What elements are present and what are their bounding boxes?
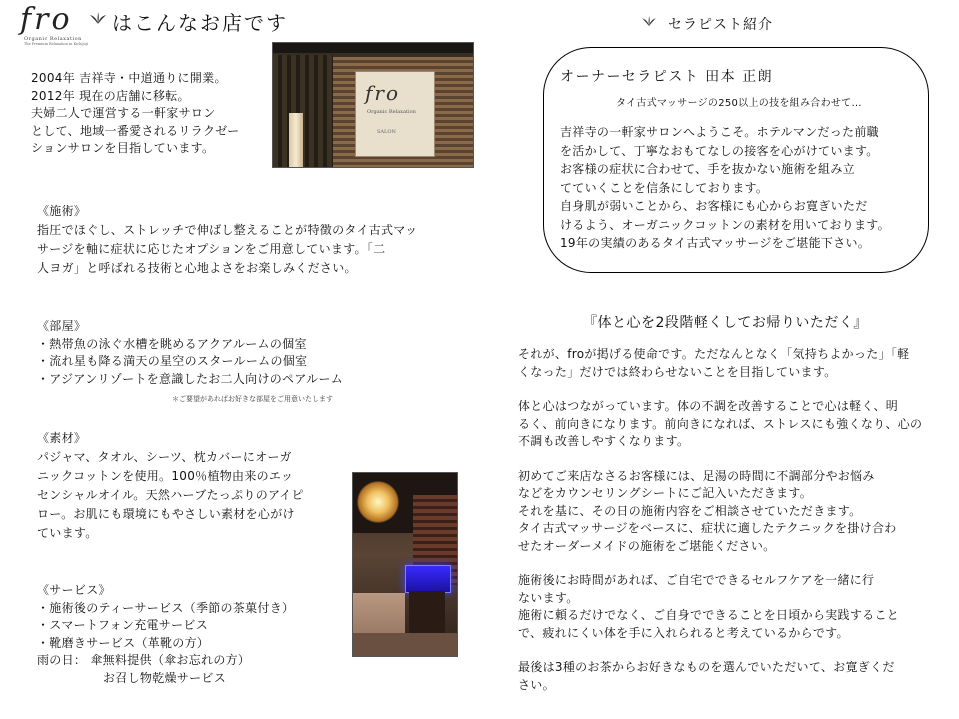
bio-line: を活かして、丁寧なおもてなしの接客を心がけています。	[560, 143, 879, 158]
mission-line: で、疲れにくい体を手に入れられると考えているからです。	[518, 625, 849, 640]
sign-subtitle: Organic Relaxation	[367, 109, 416, 115]
leaf-icon	[640, 15, 658, 27]
intro-line: 2004年 吉祥寺・中道通りに開業。	[31, 71, 227, 85]
service-item: ・施術後のティーサービス（季節の茶菓付き）	[37, 600, 295, 615]
therapist-name: オーナーセラピスト 田本 正朗	[560, 69, 774, 85]
bio-line: てていくことを信条にしております。	[560, 180, 769, 195]
rooms-section	[37, 318, 343, 388]
mission-line: それが、froが掲げる使命です。ただなんとなく「気持ちよかった」「軽	[518, 347, 910, 361]
treatment-line: 指圧でほぐし、ストレッチで伸ばし整えることが特徴のタイ古式マッ	[37, 222, 418, 237]
bio-line: けるよう、オーガニックコットンの素材を用いております。	[560, 217, 890, 232]
mission-body	[518, 346, 922, 694]
mission-line: くなった」だけでは終わらせないことを目指しています。	[518, 364, 837, 379]
mission-line: タイ古式マッサージをベースに、症状に適したテクニックを掛け合わ	[518, 521, 897, 535]
intro-line: 2012年 現在の店舗に移転。	[31, 88, 190, 103]
materials-section	[37, 430, 304, 543]
therapist-section-title: セラピスト紹介	[668, 17, 773, 33]
service-item: 雨の日： 傘無料提供（傘お忘れの方）	[37, 653, 251, 667]
section-heading: 《サービス》	[37, 583, 111, 597]
treatment-line: 人ヨガ」と呼ばれる技術と心地よさをお楽しみください。	[37, 260, 357, 275]
page-title: はこんなお店です	[112, 11, 288, 35]
mission-line: ないます。	[518, 590, 579, 605]
sign-wordmark: fro	[365, 81, 401, 105]
mission-paragraph	[518, 468, 922, 556]
mission-line: それを基に、その日の施術内容をご相談させていただきます。	[518, 503, 862, 518]
section-heading: 《素材》	[37, 431, 87, 445]
logo-wordmark: fro	[20, 2, 73, 37]
materials-line: センシャルオイル。天然ハーブたっぷりのアイピ	[37, 487, 304, 502]
mission-paragraph	[518, 572, 922, 642]
intro-line: ションサロンを目指しています。	[31, 141, 215, 155]
section-heading: 《施術》	[37, 204, 87, 218]
bio-line: 吉祥寺の一軒家サロンへようこそ。ホテルマンだった前職	[560, 125, 879, 139]
service-item: お召し物乾燥サービス	[103, 670, 227, 685]
mission-line: るく、前向きになります。前向きになれば、ストレスにも強くなり、心の	[518, 416, 923, 431]
service-item: ・靴磨きサービス（革靴の方）	[37, 635, 210, 650]
materials-line: ロー。お肌にも環境にもやさしい素材を心がけ	[37, 506, 295, 521]
storefront-photo	[272, 42, 474, 168]
logo-subtitle: Organic Relaxation	[24, 36, 82, 42]
treatment-section	[37, 203, 417, 278]
logo-tagline: The Premium Relaxation in Kichijoji	[24, 42, 88, 46]
mission-line: さい。	[518, 677, 555, 692]
room-item: ・アジアンリゾートを意識したお二人向けのペアルーム	[37, 371, 344, 386]
treatment-line: サージを軸に症状に応じたオプションをご用意しています。「二	[37, 241, 386, 256]
mission-paragraph	[518, 346, 922, 381]
room-item: ・熱帯魚の泳ぐ水槽を眺めるアクアルームの個室	[37, 336, 307, 351]
mission-line: 初めてご来店なさるお客様には、足湯の時間に不調部分やお悩み	[518, 468, 875, 483]
room-item: ・流れ星も降る満天の星空のスタールームの個室	[37, 354, 308, 368]
intro-line: として、地域一番愛されるリラクゼー	[31, 123, 240, 138]
room-photo	[352, 472, 458, 657]
mission-paragraph	[518, 659, 922, 694]
therapist-subtitle: タイ古式マッサージの250以上の技を組み合わせて…	[616, 98, 862, 109]
materials-line: ニックコットンを使用。100％植物由来のエッ	[37, 468, 294, 483]
bio-line: お客様の症状に合わせて、手を抜かない施術を組み立	[560, 162, 855, 176]
materials-line: パジャマ、タオル、シーツ、枕カバーにオーガ	[37, 449, 292, 464]
mission-title: 『体と心を2段階軽くしてお帰りいただく』	[583, 315, 868, 331]
intro-block	[31, 70, 239, 158]
mission-paragraph	[518, 398, 922, 451]
rooms-note: ＊ご要望があればお好きな部屋をご用意いたします	[172, 395, 333, 403]
mission-line: 施術後にお時間があれば、ご自宅でできるセルフケアを一緒に行	[518, 573, 875, 587]
materials-line: ています。	[37, 525, 98, 540]
mission-line: 体と心はつながっています。体の不調を改善することで心は軽く、明	[518, 399, 899, 413]
bio-line: 自身肌が弱いことから、お客様にも心からお寛ぎいただ	[560, 199, 868, 213]
sign-label: SALON	[377, 129, 396, 135]
intro-line: 夫婦二人で運営する一軒家サロン	[31, 106, 216, 120]
mission-line: 不調も改善しやすくなります。	[518, 434, 690, 448]
service-item: ・スマートフォン充電サービス	[37, 618, 209, 632]
mission-line: せたオーダーメイドの施術をご堪能ください。	[518, 538, 776, 553]
mission-line: 施術に頼るだけでなく、ご自身でできることを日頃から実践すること	[518, 608, 900, 622]
mission-line: などをカウンセリングシートにご記入いただきます。	[518, 486, 813, 500]
leaf-icon	[88, 11, 108, 25]
bio-line: 19年の実績のあるタイ古式マッサージをご堪能下さい。	[560, 236, 871, 250]
section-heading: 《部屋》	[37, 319, 87, 333]
services-section	[37, 582, 294, 687]
therapist-bio	[560, 123, 890, 253]
mission-line: 最後は3種のお茶からお好きなものを選んでいただいて、お寛ぎくだ	[518, 660, 895, 674]
